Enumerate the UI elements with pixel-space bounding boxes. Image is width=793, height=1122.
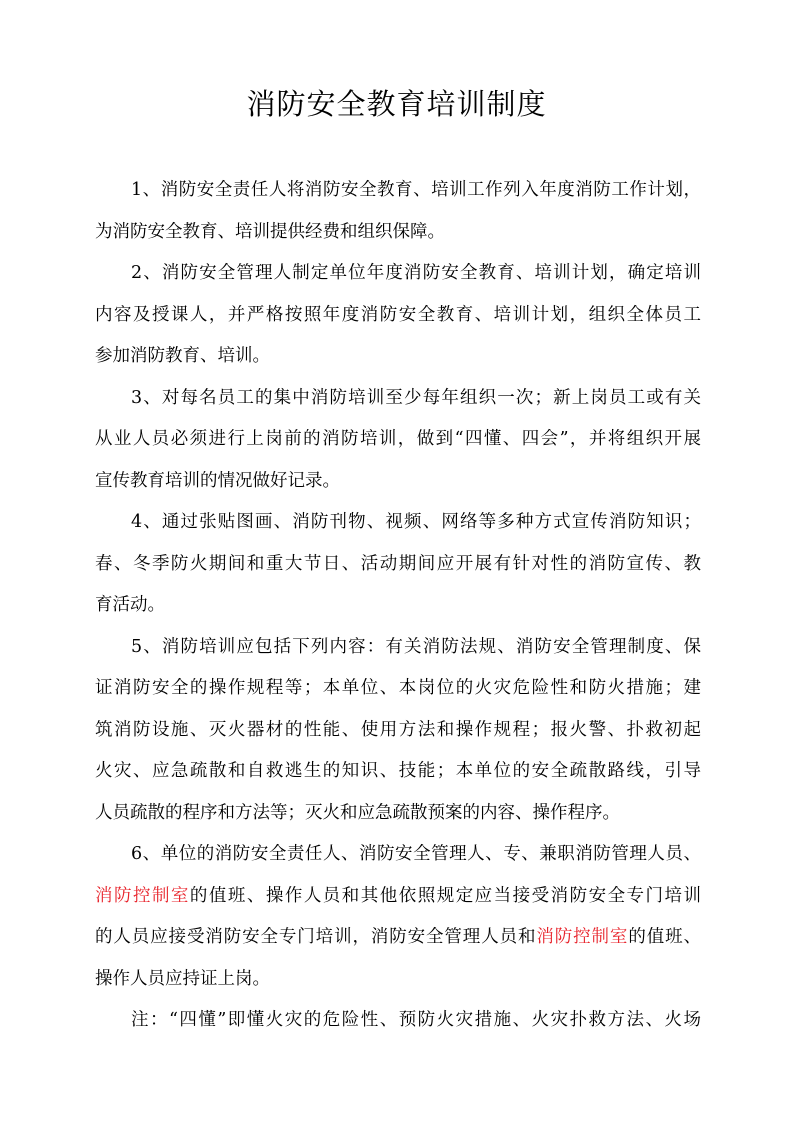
paragraph-line: 育活动。 — [95, 595, 165, 615]
paragraph-line: 2、消防安全管理人制定单位年度消防安全教育、培训计划，确定培训 — [131, 263, 701, 283]
paragraph-line: 5、消防培训应包括下列内容：有关消防法规、消防安全管理制度、保 — [131, 636, 701, 657]
paragraph-line: 宣传教育培训的情况做好记录。 — [95, 470, 340, 491]
paragraph-6 — [95, 834, 701, 1000]
paragraph-line: 内容及授课人，并严格按照年度消防安全教育、培训计划，组织全体员工 — [95, 304, 701, 325]
paragraph-line: 1、消防安全责任人将消防安全教育、培训工作列入年度消防工作计划， — [131, 180, 701, 200]
paragraph-line: 火灾、应急疏散和自救逃生的知识、技能；本单位的安全疏散路线，引导 — [95, 761, 701, 781]
paragraph-line: 筑消防设施、灭火器材的性能、使用方法和操作规程；报火警、扑救初起 — [95, 719, 701, 740]
paragraph-4 — [95, 502, 701, 627]
paragraph-text: 的人员应接受消防安全专门培训，消防安全管理人员和 — [95, 927, 537, 947]
paragraph-line: 3、对每名员工的集中消防培训至少每年组织一次；新上岗员工或有关 — [131, 387, 701, 408]
paragraph-line: 6、单位的消防安全责任人、消防安全管理人、专、兼职消防管理人员、 — [131, 844, 701, 864]
highlighted-term: 消防控制室 — [536, 927, 629, 947]
paragraph-line — [95, 917, 701, 959]
document-title: 消防安全教育培训制度 — [246, 87, 547, 121]
paragraph-text: 的值班、 — [628, 927, 701, 947]
paragraph-2 — [95, 253, 701, 378]
paragraph-line: 为消防安全教育、培训提供经费和组织保障。 — [95, 221, 445, 242]
note-paragraph — [95, 1000, 701, 1042]
paragraph-line: 注：“四懂”即懂火灾的危险性、预防火灾措施、火灾扑救方法、火场 — [131, 1010, 701, 1030]
paragraph-line: 参加消防教育、培训。 — [95, 346, 270, 366]
paragraph-1 — [95, 170, 701, 253]
paragraph-line: 春、冬季防火期间和重大节日、活动期间应开展有针对性的消防宣传、教 — [95, 553, 701, 574]
highlighted-term: 消防控制室 — [95, 885, 190, 906]
paragraph-line: 4、通过张贴图画、消防刊物、视频、网络等多种方式宣传消防知识； — [131, 512, 701, 532]
paragraph-line: 从业人员必须进行上岗前的消防培训，做到“四懂、四会”，并将组织开展 — [95, 429, 701, 449]
paragraph-3 — [95, 378, 701, 503]
paragraph-line — [95, 876, 701, 918]
paragraph-line: 人员疏散的程序和方法等；灭火和应急疏散预案的内容、操作程序。 — [95, 802, 620, 823]
document-body — [95, 170, 701, 1042]
paragraph-line: 操作人员应持证上岗。 — [95, 968, 270, 989]
paragraph-5 — [95, 627, 701, 835]
paragraph-text: 的值班、操作人员和其他依照规定应当接受消防安全专门培训 — [189, 885, 702, 906]
paragraph-line: 证消防安全的操作规程等；本单位、本岗位的火灾危险性和防火措施；建 — [95, 678, 701, 698]
